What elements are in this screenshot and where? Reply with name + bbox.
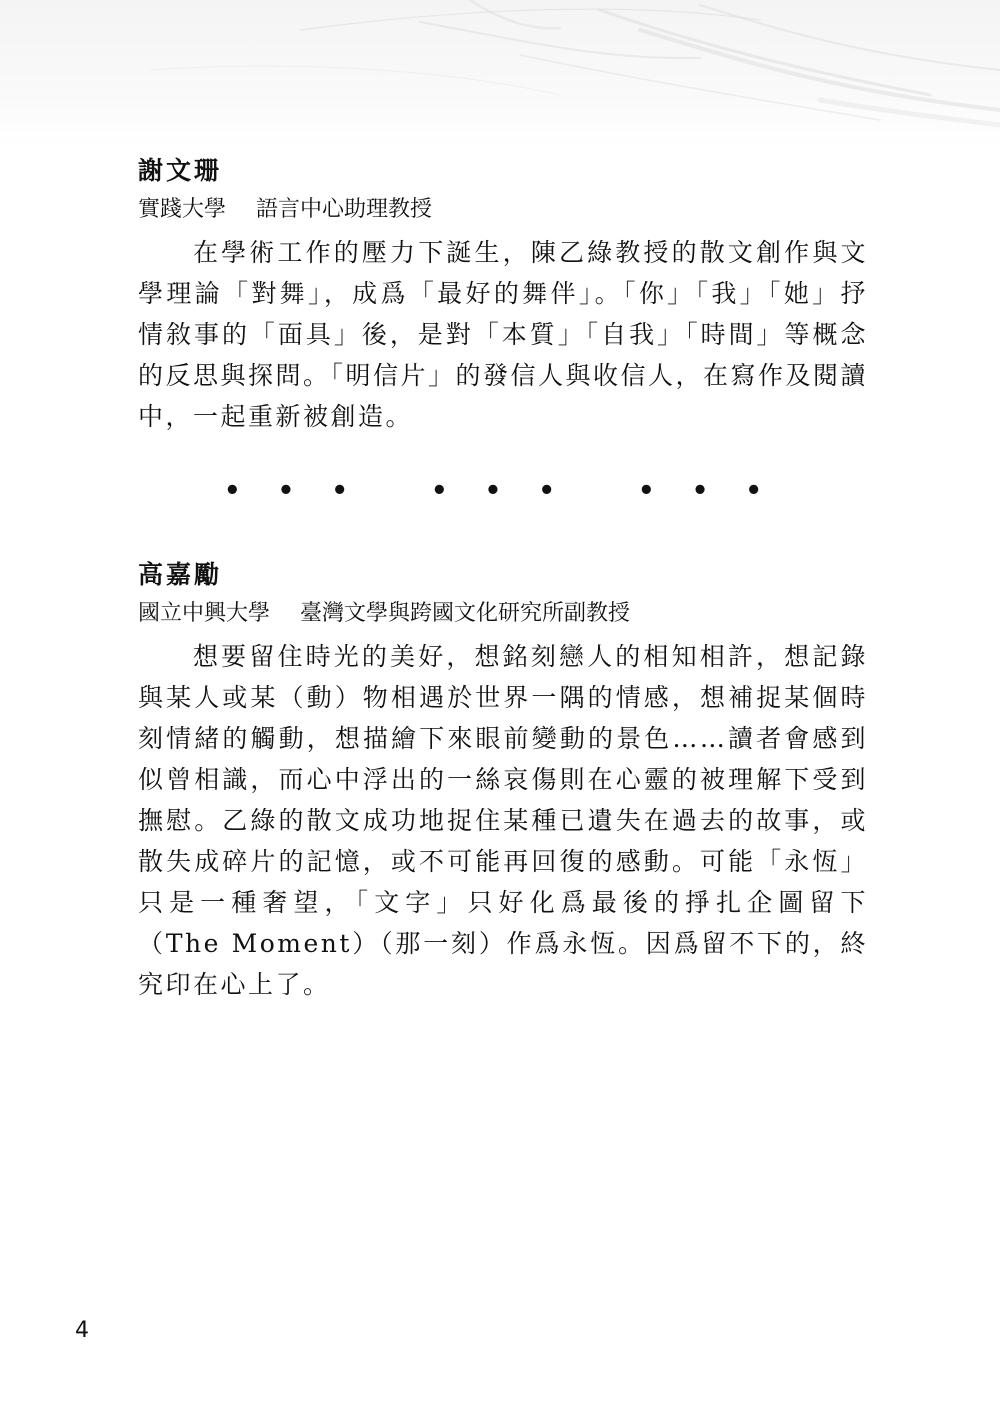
wave-lines-graphic [0,0,1000,150]
reviewer-position: 臺灣文學與跨國文化研究所副教授 [300,601,631,626]
reviewer-institution: 國立中興大學 [138,601,271,626]
reviewer-institution: 實踐大學 [138,197,227,222]
page-number: 4 [75,1318,89,1343]
reviewer-position: 語言中心助理教授 [256,197,433,222]
separator-dots: • • • [431,476,569,506]
reviewer-affiliation [138,190,868,230]
reviewer-name: 高嘉勵 [138,560,223,589]
section-separator [0,476,1000,506]
reviewer-entry-2 [138,556,868,1005]
header-wave-decoration [0,0,1000,150]
review-paragraph: 想要留住時光的美好，想銘刻戀人的相知相許，想記錄與某人或某（動）物相遇於世界一隅的情感，想補捉某個時刻情緒的觸動，想描繪下來眼前變動的景色……讀者會感到似曾相識，而心中浮出的一絲哀傷則在心靈的被理解下受到撫慰。乙綠的散文成功地捉住某種已遺失在過去的故事，或散失成碎片的記憶，或不可能再回復的感動。可能「永恆」只是一種奢望，「文字」只好化爲最後的掙扎企圖留下（The Moment）（那一刻）作爲永恆。因爲留不下的，終究印在心上了。 [138,642,868,999]
reviewer-name: 謝文珊 [138,156,223,185]
review-paragraph: 在學術工作的壓力下誕生，陳乙綠教授的散文創作與文學理論「對舞」，成爲「最好的舞伴」。「你」「我」「她」抒情敘事的「面具」後，是對「本質」「自我」「時間」等概念的反思與探問。「明信片」的發信人與收信人，在寫作及閱讀中，一起重新被創造。 [138,238,869,431]
reviewer-entry-1 [138,152,868,437]
separator-dots: • • • [223,476,362,506]
reviewer-affiliation [138,594,868,634]
separator-dots: • • • [638,476,777,506]
